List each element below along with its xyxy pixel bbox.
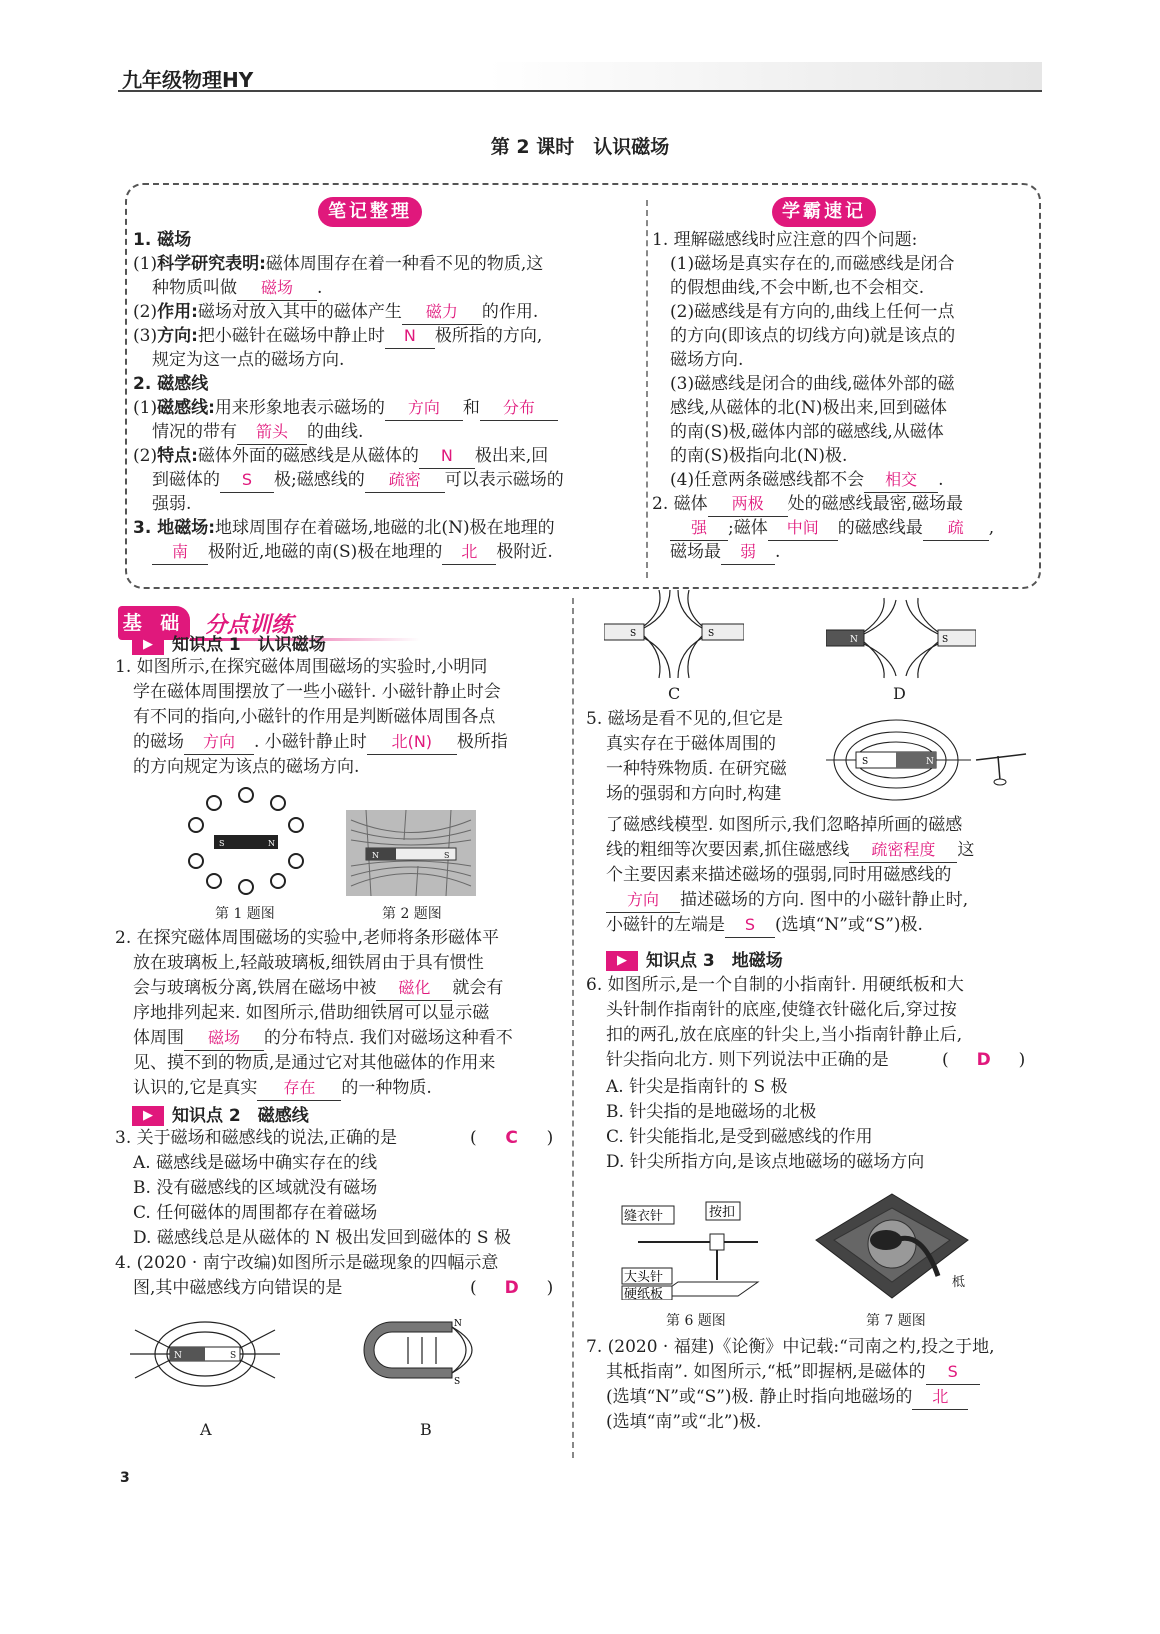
note-line: 种物质叫做 磁场 .: [152, 276, 322, 301]
note-line: 的方向(即该点的切线方向)就是该点的: [670, 326, 956, 346]
answer-paren: ( D ): [470, 1278, 554, 1298]
q-line: 图,其中磁感线方向错误的是: [133, 1278, 343, 1298]
note-line: (2)特点:磁体外面的磁感线是从磁体的 N 极出来,回: [133, 444, 548, 469]
lesson-title: 第 2 课时 认识磁场: [490, 136, 670, 158]
notes-divider: [646, 200, 648, 578]
answer-blank: 弱: [721, 540, 775, 565]
answer-blank: 方向: [385, 396, 463, 421]
note-line: 3. 地磁场:地球周围存在着磁场,地磁的北(N)极在地理的: [133, 518, 555, 538]
answer-blank: 北: [912, 1385, 968, 1410]
q-line: 4. (2020 · 南宁改编)如图所示是磁现象的四幅示意: [115, 1253, 499, 1273]
note-line: 的假想曲线,不会中断,也不会相交.: [670, 278, 925, 298]
answer-blank: 相交: [864, 468, 938, 493]
answer-blank: 存在: [257, 1076, 341, 1101]
option-b: B. 没有磁感线的区域就没有磁场: [133, 1178, 378, 1198]
magnet-n-label: N: [268, 839, 275, 848]
answer-blank: 磁场: [237, 276, 317, 301]
note-line: (2)磁感线是有方向的,曲线上任何一点: [670, 302, 955, 322]
note-line: 强弱.: [152, 494, 192, 514]
note-line: (3)方向:把小磁针在磁场中静止时 N 极所指的方向,: [133, 324, 542, 349]
figure-4c-caption: C: [668, 684, 681, 703]
q-line: 7. (2020 · 福建)《论衡》中记载:“司南之杓,投之于地,: [586, 1337, 995, 1357]
answer-blank: N: [385, 324, 435, 349]
answer-blank: 强: [670, 516, 728, 541]
q-line: 6. 如图所示,是一个自制的小指南针. 用硬纸板和大: [586, 975, 964, 995]
note-line: 到磁体的 S 极;磁感线的 疏密 可以表示磁场的: [152, 468, 564, 493]
q-line: 的方向规定为该点的磁场方向.: [133, 757, 360, 777]
column-divider: [572, 598, 574, 1458]
figure-4a-bar-magnet: [130, 1310, 280, 1400]
note-line: 磁场最 弱 .: [670, 540, 780, 565]
answer-blank: 两极: [708, 492, 788, 517]
q-line: 会与玻璃板分离,铁屑在磁场中被 磁化 就会有: [133, 976, 503, 1001]
figure-7-sinan: [812, 1190, 972, 1302]
note-line: (1)磁场是真实存在的,而磁感线是闭合: [670, 254, 955, 274]
note-line: 感线,从磁体的北(N)极出来,回到磁体: [670, 398, 947, 418]
notes-left-title: 笔记整理: [318, 197, 422, 227]
answer-blank: S: [220, 468, 274, 493]
figure-4a-caption: A: [200, 1420, 212, 1439]
knowledge-point-2: ▶ 知识点 2 磁感线: [132, 1101, 309, 1126]
q-line: 3. 关于磁场和磁感线的说法,正确的是: [115, 1128, 398, 1148]
magnet-n-label: N: [926, 757, 934, 767]
option-c: C. 任何磁体的周围都存在着磁场: [133, 1203, 378, 1223]
q-line: 学在磁体周围摆放了一些小磁针. 小磁针静止时会: [133, 682, 501, 702]
knowledge-point-3: ▶ 知识点 3 地磁场: [606, 946, 783, 971]
q-line: 序地排列起来. 如图所示,借助细铁屑可以显示磁: [133, 1003, 490, 1023]
page-number: 3: [120, 1470, 130, 1486]
figure-1-compass-ring: [182, 785, 310, 897]
note-line: 规定为这一点的磁场方向.: [152, 350, 345, 370]
header-title: 九年级物理HY: [122, 68, 254, 92]
answer-blank: S: [725, 913, 775, 938]
triangle-icon: ▶: [132, 1106, 164, 1126]
magnet-s-label: S: [454, 1377, 461, 1387]
answer-blank: 箭头: [237, 420, 307, 445]
note-line: 1. 理解磁感线时应注意的四个问题:: [652, 230, 918, 250]
answer-paren: ( C ): [470, 1128, 554, 1148]
figure-4c-like-poles: [604, 590, 744, 680]
figure-6-compass-build: [618, 1200, 768, 1300]
note-line: (1)科学研究表明:磁体周围存在着一种看不见的物质,这: [133, 254, 544, 274]
answer-blank: 磁化: [376, 976, 452, 1001]
knowledge-point-1: ▶ 知识点 1 认识磁场: [132, 630, 326, 655]
note-line: (2)作用:磁场对放入其中的磁体产生 磁力 的作用.: [133, 300, 538, 325]
answer-blank: S: [926, 1360, 980, 1385]
q-line: 2. 在探究磁体周围磁场的实验中,老师将条形磁体平: [115, 928, 500, 948]
note-line: 南 极附近,地磁的南(S)极在地理的 北 极附近.: [152, 540, 553, 565]
magnet-s-label: S: [708, 629, 715, 639]
q-line: 线的粗细等次要因素,抓住磁感线 疏密程度 这: [606, 838, 974, 863]
note-line: 2. 磁体 两极 处的磁感线最密,磁场最: [652, 492, 963, 517]
q-line: 5. 磁场是看不见的,但它是: [586, 709, 784, 729]
figure-2-caption: 第 2 题图: [382, 906, 442, 922]
magnet-n-label: N: [174, 1351, 182, 1361]
option-a: A. 磁感线是磁场中确实存在的线: [133, 1153, 378, 1173]
answer-blank: 中间: [768, 516, 838, 541]
q-line: 了磁感线模型. 如图所示,我们忽略掉所画的磁感: [606, 815, 963, 835]
magnet-s-label: S: [219, 839, 225, 848]
notes-right-title: 学霸速记: [772, 197, 876, 227]
note-line: 情况的带有 箭头 的曲线.: [152, 420, 363, 445]
label-snap-button: 按扣: [709, 1205, 736, 1220]
note-line: 强 ;磁体 中间 的磁感线最 疏 ,: [670, 516, 994, 541]
q-line: 针尖指向北方. 则下列说法中正确的是: [606, 1050, 889, 1070]
answer-blank: 磁场: [184, 1026, 264, 1051]
magnet-s-label: S: [630, 629, 637, 639]
q-line: 其柢指南”. 如图所示,“柢”即握柄,是磁体的 S: [606, 1360, 980, 1385]
answer-blank: 疏密: [365, 468, 445, 493]
q-line: 的磁场 方向 . 小磁针静止时 北(N) 极所指: [133, 730, 508, 755]
answer-paren: ( D ): [942, 1050, 1026, 1070]
q-line: 1. 如图所示,在探究磁体周围磁场的实验时,小明同: [115, 657, 488, 677]
note-line: (1)磁感线:用来形象地表示磁场的 方向 和 分布: [133, 396, 558, 421]
note-line: 的南(S)极,磁体内部的磁感线,从磁体: [670, 422, 944, 442]
note-heading: 1. 磁场: [133, 230, 192, 250]
q-line: 真实存在于磁体周围的: [606, 734, 776, 754]
option-b: B. 针尖指的是地磁场的北极: [606, 1102, 817, 1122]
q-line: (选填“南”或“北”)极.: [606, 1412, 762, 1432]
answer-blank: 分布: [480, 396, 558, 421]
figure-6-caption: 第 6 题图: [666, 1313, 726, 1329]
q-line: 放在玻璃板上,轻敲玻璃板,细铁屑由于具有惯性: [133, 953, 484, 973]
answer-blank: 磁力: [402, 300, 482, 325]
note-line: 的南(S)极指向北(N)极.: [670, 446, 848, 466]
q-line: 方向 描述磁场的方向. 图中的小磁针静止时,: [606, 888, 968, 913]
figure-2-iron-filings: [346, 810, 476, 896]
label-cardboard: 硬纸板: [624, 1287, 664, 1300]
q-line: 小磁针的左端是 S (选填“N”或“S”)极.: [606, 913, 923, 938]
magnet-n-label: N: [372, 851, 379, 860]
figure-5-field-lines: [826, 714, 1036, 806]
answer-blank: 疏密程度: [849, 838, 957, 863]
figure-4d-opposite-poles: [826, 596, 976, 680]
triangle-icon: ▶: [606, 951, 638, 971]
q-line: 场的强弱和方向时,构建: [606, 784, 782, 804]
q-line: 见、摸不到的物质,是通过它对其他磁体的作用来: [133, 1053, 496, 1073]
section-title: 分点训练: [205, 613, 294, 638]
note-heading: 2. 磁感线: [133, 374, 209, 394]
magnet-s-label: S: [862, 757, 869, 767]
answer-blank: N: [419, 444, 475, 469]
magnet-s-label: S: [444, 851, 450, 860]
note-line: (4)任意两条磁感线都不会 相交 .: [670, 468, 944, 493]
q-line: 个主要因素来描述磁场的强弱,同时用磁感线的: [606, 865, 952, 885]
answer-blank: 北(N): [367, 730, 457, 755]
figure-4d-caption: D: [893, 684, 906, 703]
option-c: C. 针尖能指北,是受到磁感线的作用: [606, 1127, 873, 1147]
magnet-s-label: S: [230, 1351, 237, 1361]
figure-4b-caption: B: [420, 1420, 432, 1439]
q-line: (选填“N”或“S”)极. 静止时指向地磁场的 北: [606, 1385, 968, 1410]
answer-blank: 方向: [184, 730, 254, 755]
answer-blank: 南: [152, 540, 208, 565]
answer-blank: 北: [442, 540, 496, 565]
section-tag: 基 础: [118, 606, 190, 640]
header-bar: [118, 62, 1042, 92]
option-d: D. 针尖所指方向,是该点地磁场的磁场方向: [606, 1152, 925, 1172]
figure-7-caption: 第 7 题图: [866, 1313, 926, 1329]
q-line: 扣的两孔,放在底座的针尖上,当小指南针静止后,: [606, 1025, 963, 1045]
q-line: 体周围 磁场 的分布特点. 我们对磁场这种看不: [133, 1026, 513, 1051]
q-line: 一种特殊物质. 在研究磁: [606, 759, 787, 779]
answer-blank: 疏: [923, 516, 989, 541]
label-pin: 大头针: [624, 1270, 664, 1285]
figure-1-caption: 第 1 题图: [215, 906, 275, 922]
option-d: D. 磁感线总是从磁体的 N 极出发回到磁体的 S 极: [133, 1228, 511, 1248]
magnet-s-label: S: [942, 635, 949, 645]
figure-4b-horseshoe-magnet: [352, 1312, 502, 1402]
magnet-n-label: N: [454, 1319, 462, 1329]
option-a: A. 针尖是指南针的 S 极: [606, 1077, 788, 1097]
triangle-icon: ▶: [132, 635, 164, 655]
answer-blank: 方向: [606, 888, 680, 913]
magnet-n-label: N: [850, 635, 858, 645]
q-line: 头针制作指南针的底座,使缝衣针磁化后,穿过按: [606, 1000, 957, 1020]
note-line: 磁场方向.: [670, 350, 744, 370]
q-line: 认识的,它是真实 存在 的一种物质.: [133, 1076, 432, 1101]
label-sewing-needle: 缝衣针: [624, 1209, 664, 1224]
note-line: (3)磁感线是闭合的曲线,磁体外部的磁: [670, 374, 955, 394]
q-line: 有不同的指向,小磁针的作用是判断磁体周围各点: [133, 707, 496, 727]
label-handle: 柢: [952, 1275, 966, 1290]
